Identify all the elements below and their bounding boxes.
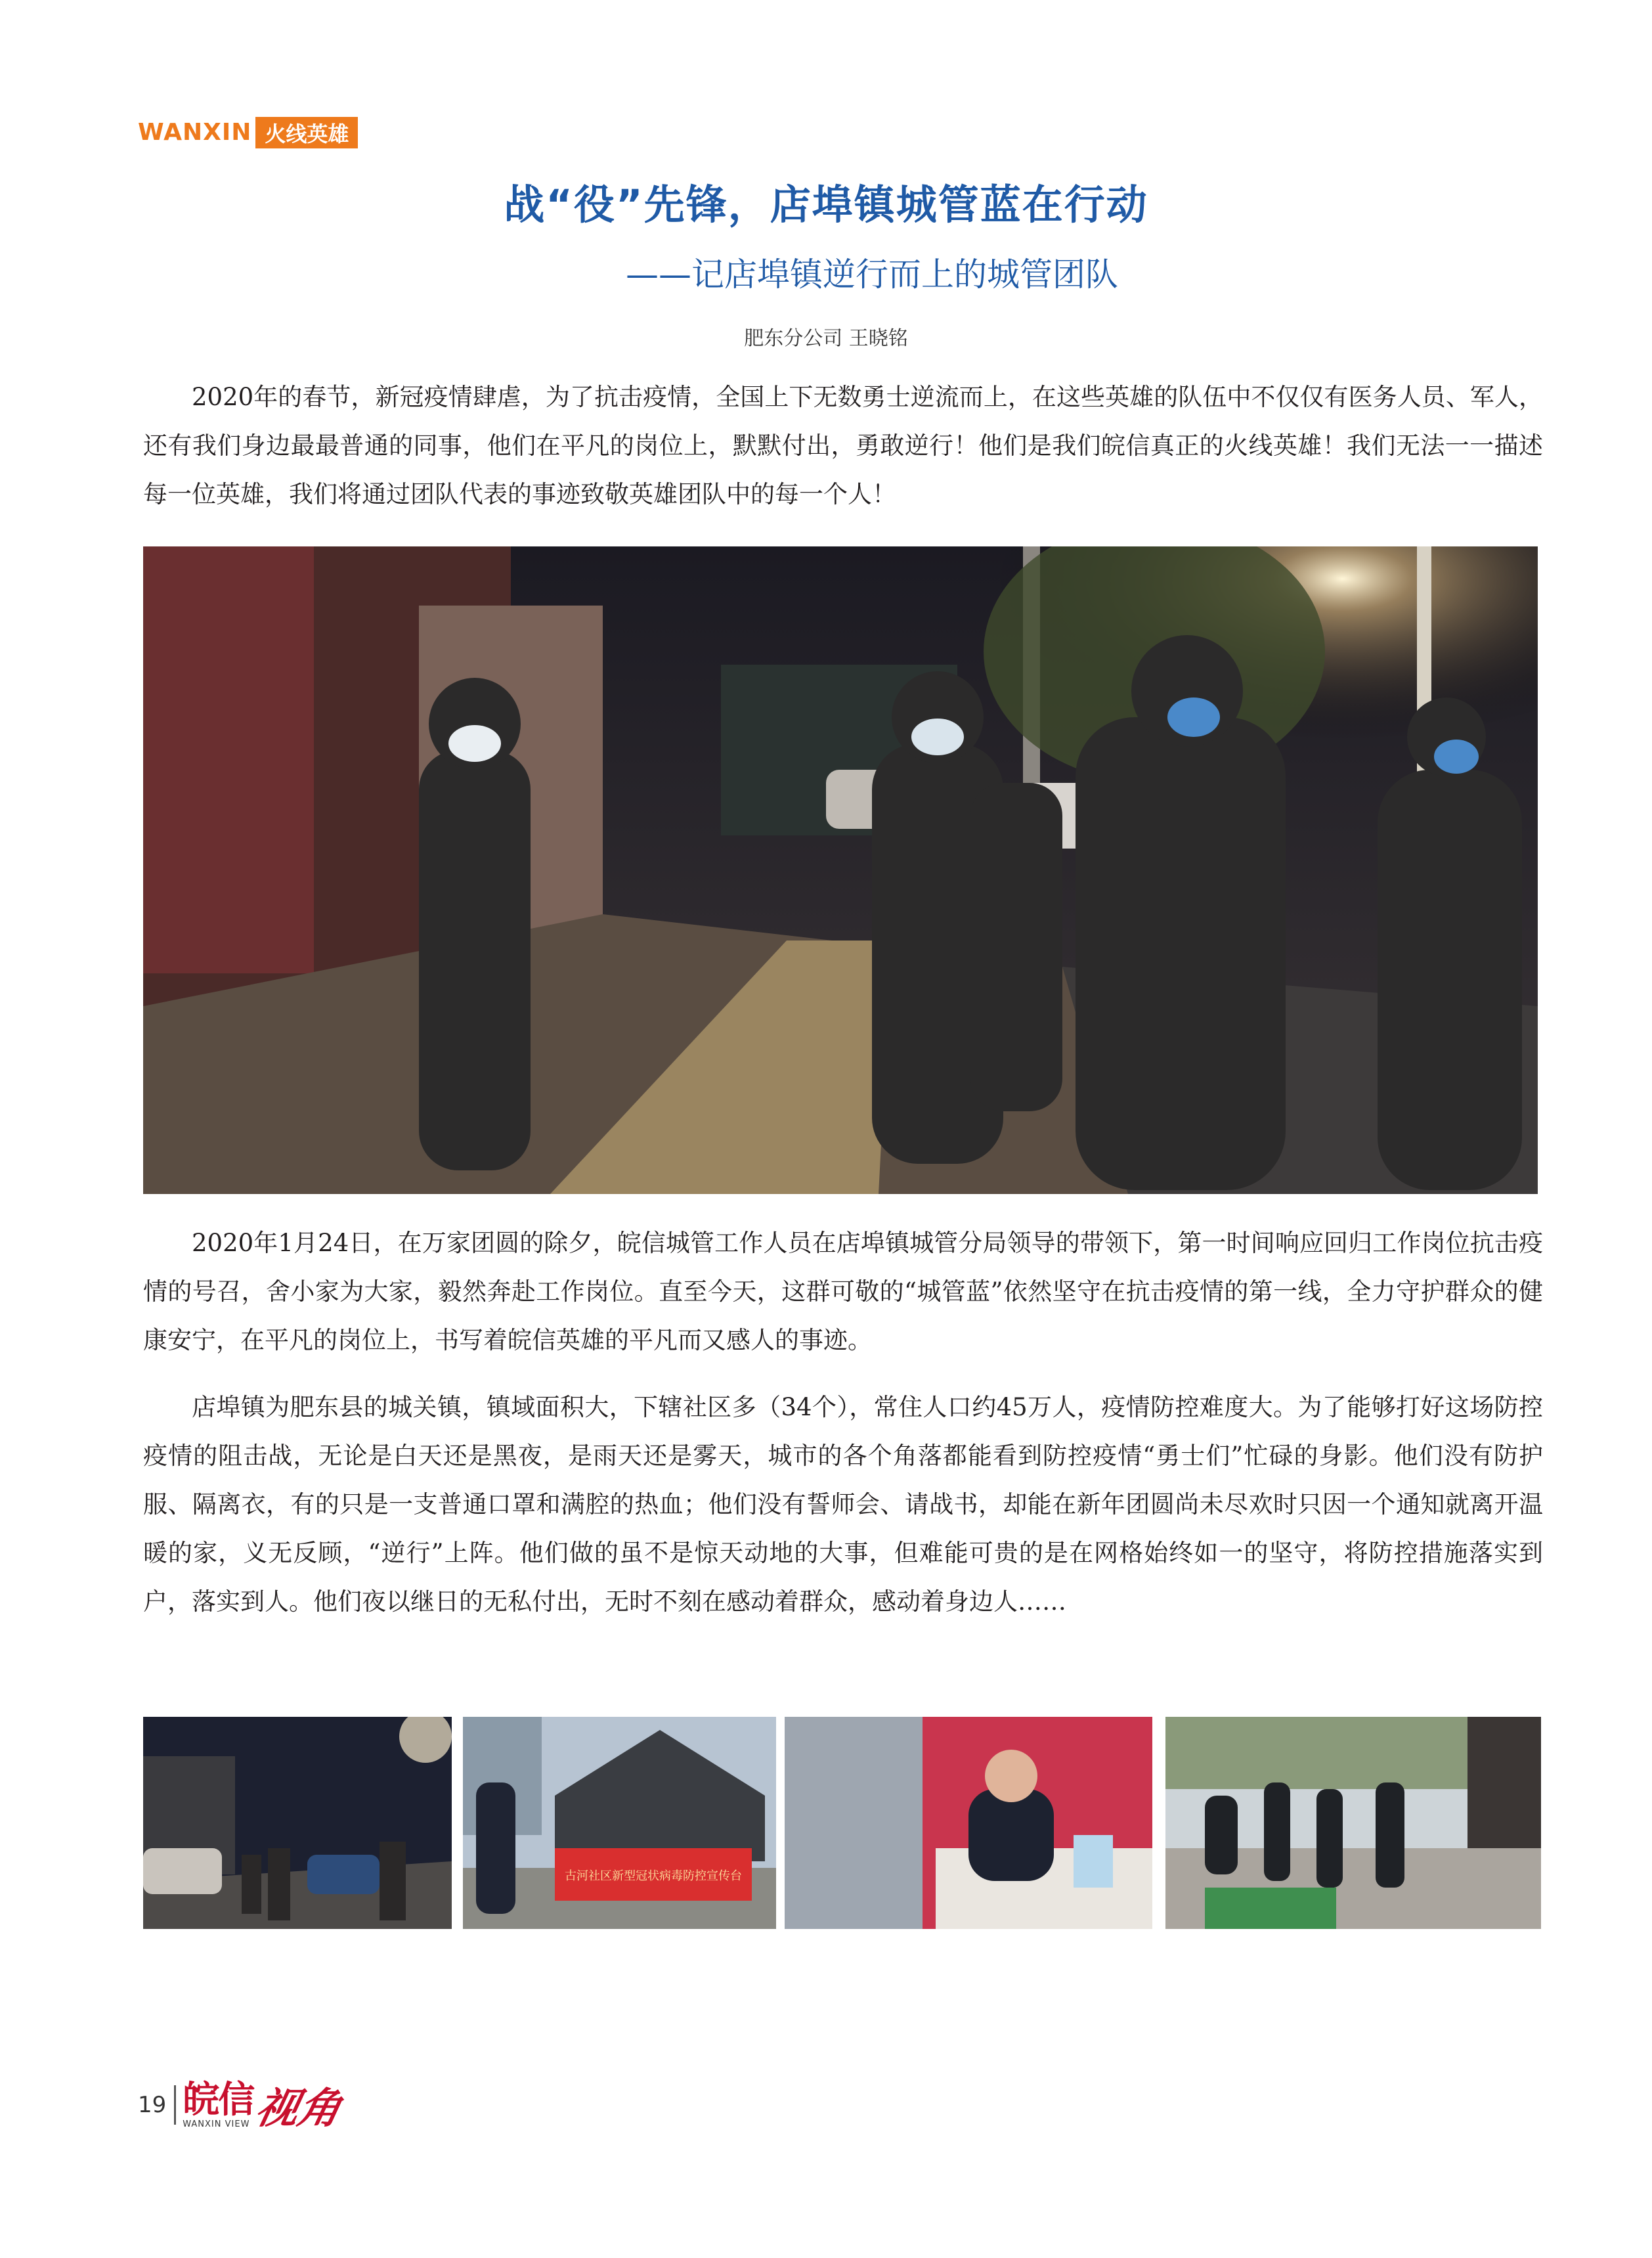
thumb-photo-registration xyxy=(785,1717,1152,1929)
footer-divider xyxy=(174,2085,176,2125)
thumb-photo-vegetable-checkpoint xyxy=(1165,1717,1541,1929)
intro-paragraph: 2020年的春节，新冠疫情肆虐，为了抗击疫情，全国上下无数勇士逆流而上，在这些英雄的队伍中不仅仅有医务人员、军人，还有我们身边最最普通的同事，他们在平凡的岗位上，默默付出，勇敢逆行！他们是我们皖信真正的火线英雄！我们无法一一描述每一位英雄，我们将通过团队代表的事迹致敬英雄团队中的每一个人！ xyxy=(143,383,1543,508)
section-brand: WANXIN xyxy=(138,119,252,146)
article-subtitle: ——记店埠镇逆行而上的城管团队 xyxy=(626,255,1118,294)
body-paragraph-1: 2020年1月24日，在万家团圆的除夕，皖信城管工作人员在店埠镇城管分局领导的带领下，第一时间响应回归工作岗位抗击疫情的号召，舍小家为大家，毅然奔赴工作岗位。直至今天，这群可敬的“城管蓝”依然坚守在抗击疫情的第一线，全力守护群众的健康安宁，在平凡的岗位上，书写着皖信英雄的平凡而又感人的事迹。 xyxy=(143,1229,1543,1354)
thumb-photo-tent-desk xyxy=(463,1717,776,1929)
logo-chinese: 皖信 xyxy=(183,2078,254,2121)
thumb-photo-night-street xyxy=(143,1717,452,1929)
page-number: 19 xyxy=(138,2092,167,2118)
logo-script: 视角 xyxy=(251,2084,347,2133)
section-tag xyxy=(138,117,358,148)
tent-banner-text: 古河社区新型冠状病毒防控宣传台 xyxy=(565,1869,742,1883)
article-title: 战“役”先锋，店埠镇城管蓝在行动 xyxy=(504,181,1148,229)
body-paragraph-2: 店埠镇为肥东县的城关镇，镇域面积大，下辖社区多（34个），常住人口约45万人，疫情防控难度大。为了能够打好这场防控疫情的阻击战，无论是白天还是黑夜，是雨天还是雾天，城市的各个角落都能看到防控疫情“勇士们”忙碌的身影。他们没有防护服、隔离衣，有的只是一支普通口罩和满腔的热血；他们没有誓师会、请战书，却能在新年团圆尚未尽欢时只因一个通知就离开温暖的家，义无反顾，“逆行”上阵。他们做的虽不是惊天动地的大事，但难能可贵的是在网格始终如一的坚守，将防控措施落实到户，落实到人。他们夜以继日的无私付出，无时不刻在感动着群众，感动着身边人…… xyxy=(143,1393,1543,1616)
logo-english: WANXIN VIEW xyxy=(183,2119,250,2129)
main-photo-night-patrol xyxy=(143,546,1538,1194)
section-column-label: 火线英雄 xyxy=(255,117,358,148)
magazine-logo xyxy=(183,2078,254,2129)
article-byline: 肥东分公司 王晓铭 xyxy=(744,327,908,350)
page-footer xyxy=(138,2072,347,2138)
